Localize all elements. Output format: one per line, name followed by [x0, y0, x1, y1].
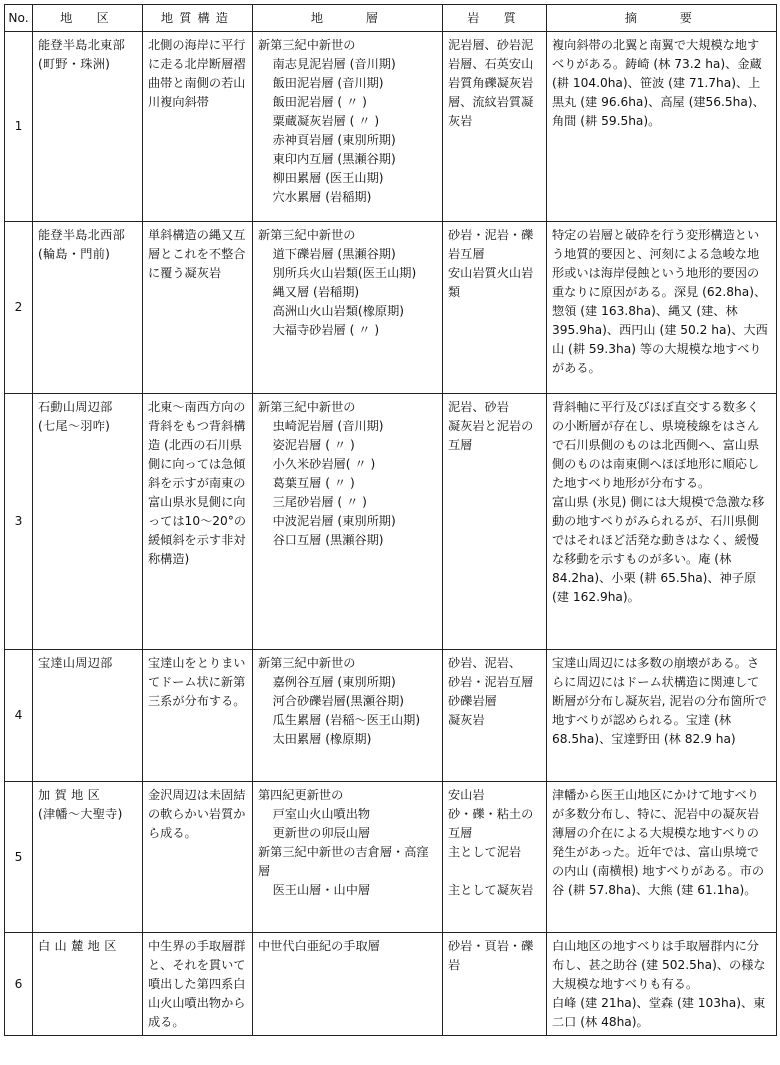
row-number: 2 [5, 222, 33, 394]
strata-item: 嘉例谷互層 (東別所期) [272, 675, 396, 689]
rock-item: 砂岩・泥岩・礫岩互層 [448, 228, 534, 261]
summary-text: 白山地区の地すべりは手取層群内に分布し、甚之助谷 (建 502.5ha)、の様な大規模な地すべりも有る。 [552, 939, 766, 991]
table-row [5, 782, 777, 933]
summary-text: 特定の岩層と破砕を行う変形構造という地質的要因と、河刻による急峻な地形或いは海岸侵蝕という地形的要因の重なりに原因がある。深見 (62.8ha)、惣領 (建 163.8ha)、縄又 (建、林 395.9ha)、西円山 (建 50.2 ha)、大西山 (耕 59.3ha) 等の大規模な地すべりがある。 [552, 228, 768, 375]
row-number: 3 [5, 394, 33, 650]
strata-item: 高洲山火山岩類(橡原期) [272, 304, 405, 318]
header-no: No. [5, 5, 33, 32]
strata-cell [253, 933, 443, 1036]
rock-item: 砂岩・頁岩・礫岩 [448, 939, 534, 972]
structure-cell: 北側の海岸に平行に走る北岸断層褶曲帯と南側の若山川複向斜帯 [143, 32, 253, 222]
strata-item: 飯田泥岩層 (音川期) [272, 76, 384, 90]
rock-item: 砂岩、泥岩、 [448, 656, 522, 670]
strata-item: 飯田泥岩層 ( 〃 ) [272, 95, 367, 109]
strata-header: 第四紀更新世の [258, 788, 344, 802]
strata-header: 新第三紀中新世の [258, 228, 356, 242]
rock-item: 砂岩・泥岩互層 [448, 675, 534, 689]
rock-item: 砂礫岩層 [448, 694, 497, 708]
strata-header: 新第三紀中新世の [258, 656, 356, 670]
rock-cell [443, 782, 547, 933]
summary-text: 複向斜帯の北翼と南翼で大規模な地すべりがある。鋳崎 (林 73.2 ha)、金蔵 (耕 104.0ha)、笹波 (建 71.7ha)、上黒丸 (建 96.6ha)、高屋 (建56.5ha)、角間 (耕 59.5ha)。 [552, 38, 765, 128]
strata-item: 更新世の卯辰山層 [272, 826, 371, 840]
rock-item: 安山岩質火山岩類 [448, 266, 534, 299]
summary-cell [547, 933, 777, 1036]
header-summary: 摘 要 [547, 5, 777, 32]
strata-header: 新第三紀中新世の [258, 400, 356, 414]
strata-item: 縄又層 (岩稲期) [272, 285, 360, 299]
strata-header: 新第三紀中新世の [258, 38, 356, 52]
strata-item: 東印内互層 (黒瀬谷期) [272, 152, 396, 166]
table-row [5, 32, 777, 222]
rock-cell [443, 933, 547, 1036]
strata-item: 中波泥岩層 (東別所期) [272, 514, 396, 528]
strata-item: 穴水累層 (岩稲期) [272, 190, 372, 204]
summary-text: 津幡から医王山地区にかけて地すべりが多数分布し、特に、泥岩中の凝灰岩薄層の介在による大規模な地すべりの発生があった。近年では、富山県境での内山 (南横根) 地すべりがある。市の谷 (耕 57.8ha)、大熊 (建 61.1ha)。 [552, 788, 765, 897]
district-cell [33, 394, 143, 650]
rock-cell [443, 394, 547, 650]
district-name: 加 賀 地 区 [38, 788, 101, 802]
strata-item: 医王山層・山中層 [272, 883, 371, 897]
district-cell [33, 222, 143, 394]
rock-item: 泥岩層、砂岩泥岩層、石英安山岩質角礫凝灰岩層、流紋岩質凝灰岩 [448, 38, 534, 128]
strata-cell [253, 394, 443, 650]
district-sub: (津幡～大聖寺) [38, 807, 123, 821]
summary-text: 白峰 (建 21ha)、堂森 (建 103ha)、東二口 (林 48ha)。 [552, 996, 766, 1029]
strata-item: 戸室山火山噴出物 [272, 807, 371, 821]
structure-cell: 金沢周辺は未固結の軟らかい岩質から成る。 [143, 782, 253, 933]
district-sub: (町野・珠洲) [38, 57, 111, 71]
strata-item: 粟蔵凝灰岩層 ( 〃 ) [272, 114, 380, 128]
header-district: 地 区 [33, 5, 143, 32]
summary-cell [547, 650, 777, 782]
table-row [5, 394, 777, 650]
district-cell [33, 782, 143, 933]
strata-cell [253, 32, 443, 222]
table-row [5, 222, 777, 394]
strata-header: 新第三紀中新世の吉倉層・高窪層 [258, 845, 429, 878]
district-cell [33, 933, 143, 1036]
row-number: 1 [5, 32, 33, 222]
district-sub: (七尾～羽咋) [38, 419, 111, 433]
header-rock: 岩 質 [443, 5, 547, 32]
row-number: 6 [5, 933, 33, 1036]
summary-text: 背斜軸に平行及びほぼ直交する数多くの小断層が存在し、県境稜線をはさんで石川県側のものは北西側へ、富山県側のものは南東側へほぼ地形に順応した地すべり地形が分布する。 [552, 400, 760, 490]
structure-cell: 単斜構造の縄又互層とこれを不整合に覆う凝灰岩 [143, 222, 253, 394]
district-name: 能登半島北西部 [38, 228, 126, 242]
district-cell [33, 32, 143, 222]
strata-item: 柳田累層 (医王山期) [272, 171, 384, 185]
district-cell [33, 650, 143, 782]
strata-item: 道下礫岩層 (黒瀬谷期) [272, 247, 396, 261]
strata-item: 姿泥岩層 ( 〃 ) [272, 438, 355, 452]
summary-text: 富山県 (氷見) 側には大規模で急激な移動の地すべりがみられるが、石川県側ではそれほど活発な動きはなく、緩慢な移動を示すものが多い。庵 (林 84.2ha)、小栗 (耕 65.5ha)、神子原 (建 162.9ha)。 [552, 495, 765, 604]
strata-item: 赤神頁岩層 (東別所期) [272, 133, 396, 147]
strata-item: 河合砂礫岩層(黒瀬谷期) [272, 694, 405, 708]
strata-item: 別所兵火山岩類(医王山期) [272, 266, 417, 280]
table-row [5, 650, 777, 782]
geology-table [4, 4, 777, 1036]
rock-item: 凝灰岩 [448, 713, 485, 727]
district-name: 石動山周辺部 [38, 400, 113, 414]
rock-item: 安山岩 [448, 788, 485, 802]
district-name: 白 山 麓 地 区 [38, 939, 117, 953]
strata-item: 葛葉互層 ( 〃 ) [272, 476, 355, 490]
strata-item: 瓜生累層 (岩稲～医王山期) [272, 713, 421, 727]
structure-cell: 中生界の手取層群と、それを貫いて噴出した第四系白山火山噴出物から成る。 [143, 933, 253, 1036]
strata-cell [253, 782, 443, 933]
rock-gap [448, 862, 541, 881]
strata-cell [253, 222, 443, 394]
header-strata: 地 層 [253, 5, 443, 32]
summary-text: 宝達山周辺には多数の崩壊がある。さらに周辺にはドーム状構造に関連して断層が分布し凝灰岩, 泥岩の分布箇所で地すべりが認められる。宝達 (林 68.5ha)、宝達野田 (林 82.9 ha) [552, 656, 767, 746]
rock-item: 泥岩、砂岩 [448, 400, 509, 414]
district-name: 能登半島北東部 [38, 38, 126, 52]
strata-item: 三尾砂岩層 ( 〃 ) [272, 495, 367, 509]
strata-item: 谷口互層 (黒瀬谷期) [272, 533, 384, 547]
strata-header: 中世代白亜紀の手取層 [258, 939, 380, 953]
strata-item: 大福寺砂岩層 ( 〃 ) [272, 323, 380, 337]
district-name: 宝達山周辺部 [38, 656, 113, 670]
rock-cell [443, 650, 547, 782]
district-sub: (輪島・門前) [38, 247, 111, 261]
rock-item: 砂・礫・粘土の互層 [448, 807, 534, 840]
row-number: 5 [5, 782, 33, 933]
rock-cell [443, 32, 547, 222]
summary-cell [547, 32, 777, 222]
table-row [5, 933, 777, 1036]
header-row [5, 5, 777, 32]
summary-cell [547, 782, 777, 933]
strata-item: 南志見泥岩層 (音川期) [272, 57, 396, 71]
row-number: 4 [5, 650, 33, 782]
strata-item: 太田累層 (橡原期) [272, 732, 372, 746]
rock-item: 主として凝灰岩 [448, 883, 534, 897]
header-structure: 地質構造 [143, 5, 253, 32]
structure-cell: 北東～南西方向の背斜をもつ背斜構造 (北西の石川県側に向っては急傾斜を示すが南東の富山県氷見側に向っては10～20°の緩傾斜を示す非対称構造) [143, 394, 253, 650]
summary-cell [547, 394, 777, 650]
rock-item: 主として泥岩 [448, 845, 522, 859]
summary-cell [547, 222, 777, 394]
strata-item: 小久米砂岩層( 〃 ) [272, 457, 376, 471]
strata-cell [253, 650, 443, 782]
rock-cell [443, 222, 547, 394]
strata-item: 虫崎泥岩層 (音川期) [272, 419, 384, 433]
rock-item: 凝灰岩と泥岩の互層 [448, 419, 534, 452]
structure-cell: 宝達山をとりまいてドーム状に新第三系が分布する。 [143, 650, 253, 782]
